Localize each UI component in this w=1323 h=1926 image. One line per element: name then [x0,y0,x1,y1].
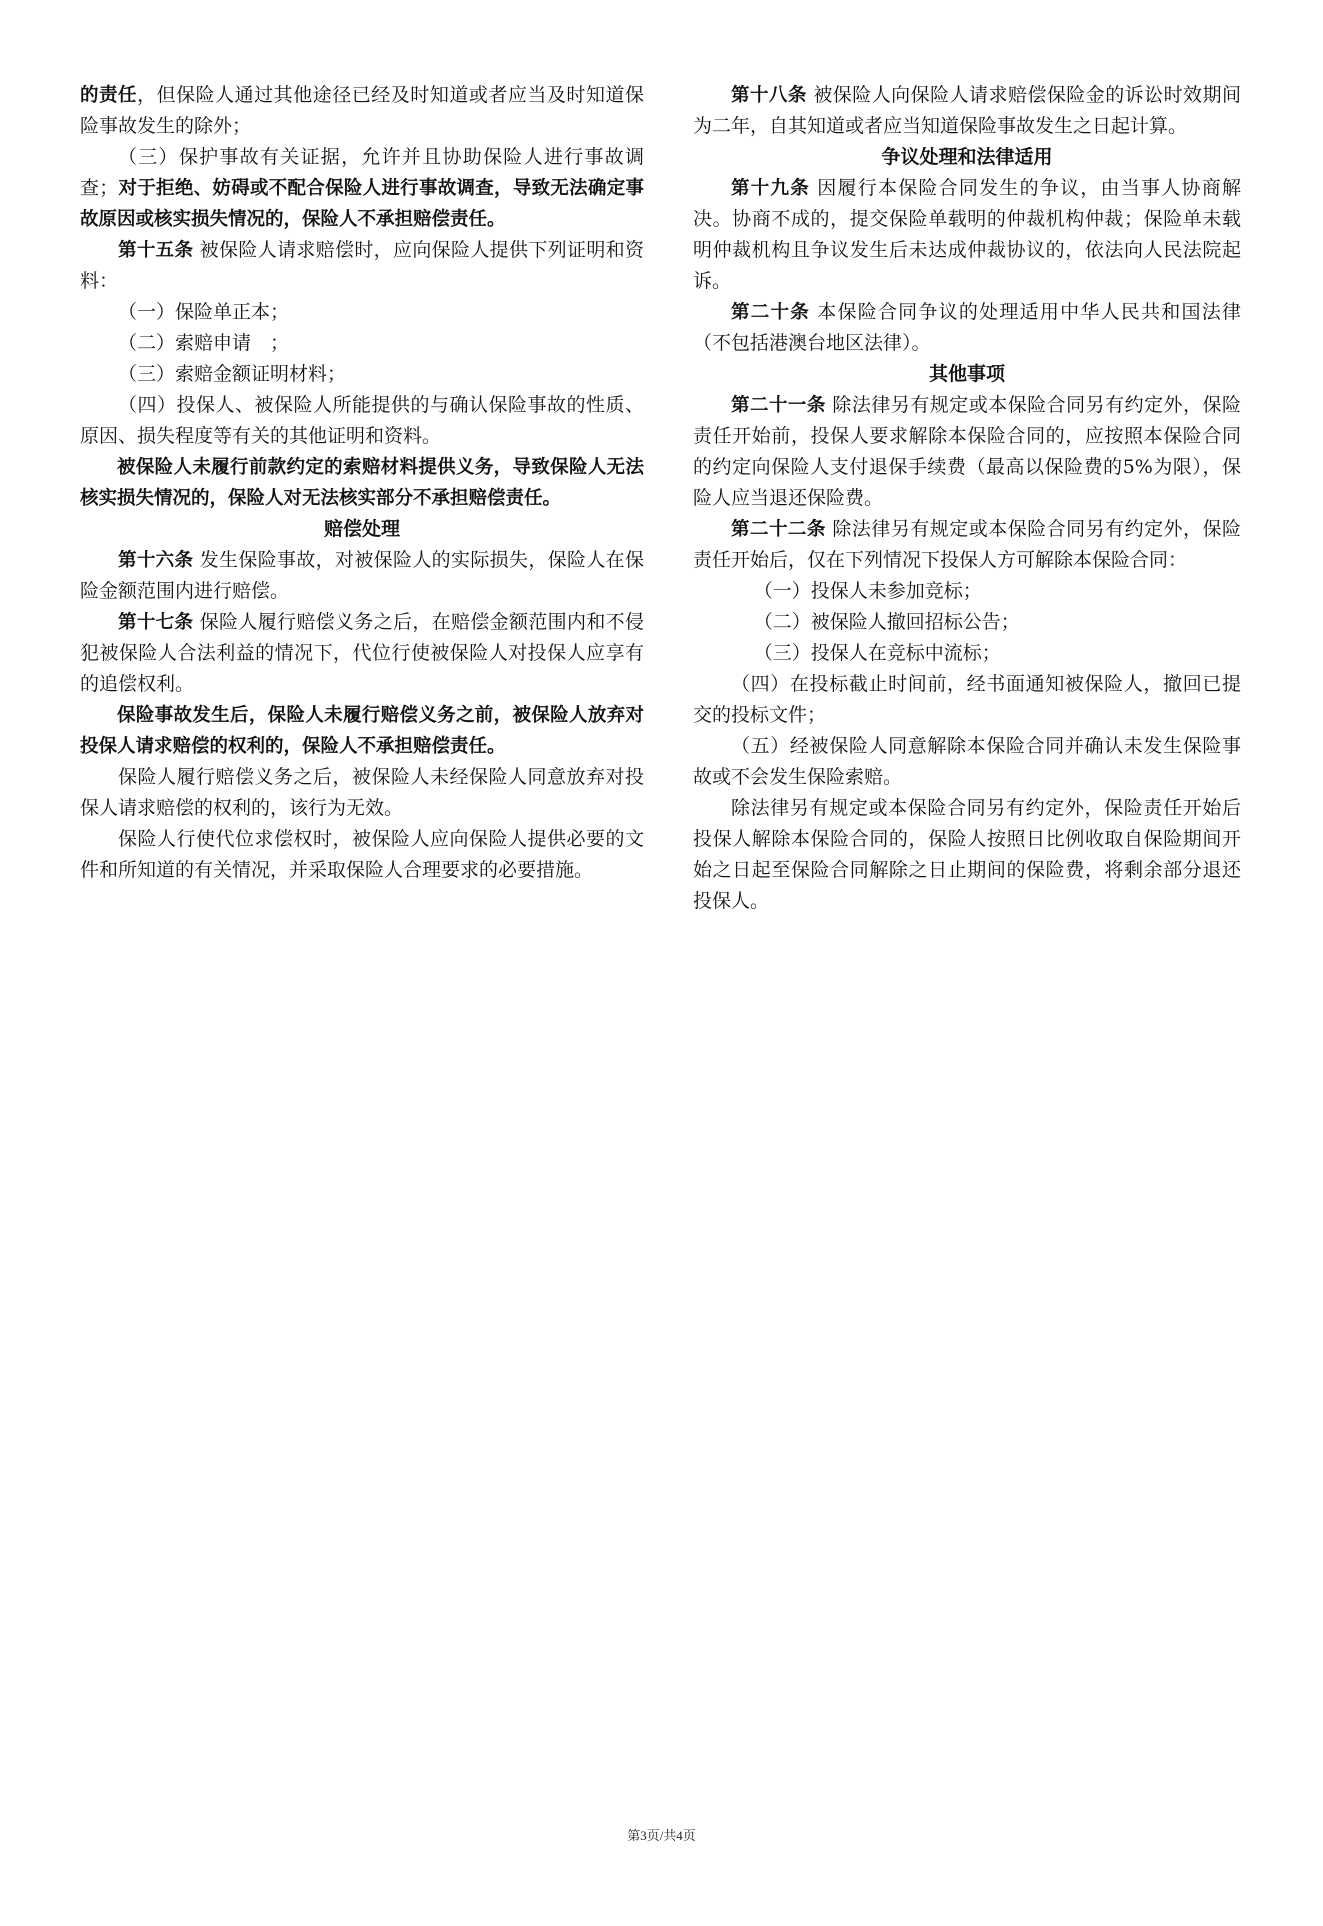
bold-text: 的责任 [80,85,138,106]
paragraph: 保险人履行赔偿义务之后，被保险人未经保险人同意放弃对投保人请求赔偿的权利的，该行为无效。 [80,766,644,819]
paragraph-text: （三）保护事故有关证据，允许并且协助保险人进行事故调查； [80,146,644,199]
article-19 [693,173,1241,297]
article-15 [80,235,644,297]
article-label: 第二十二条 [731,519,826,540]
list-item: （二）被保险人撤回招标公告； [753,611,1020,633]
list-item: （四）投保人、被保险人所能提供的与确认保险事故的性质、原因、损失程度等有关的其他证明和资料。 [80,394,644,447]
article-label: 第二十条 [731,302,810,323]
section-heading: 赔偿处理 [323,518,400,540]
bold-paragraph: 被保险人未履行前款约定的索赔材料提供义务，导致保险人无法核实损失情况的，保险人对无法核实部分不承担赔偿责任。 [80,457,644,509]
article-text: 因履行本保险合同发生的争议，由当事人协商解决。协商不成的，提交保险单载明的仲裁机构仲裁；保险单未载明仲裁机构且争议发生后未达成仲裁协议的，依法向人民法院起诉。 [693,177,1241,292]
article-label: 第十六条 [118,550,194,571]
article-text: 被保险人向保险人请求赔偿保险金的诉讼时效期间为二年，自其知道或者应当知道保险事故发生之日起计算。 [693,84,1241,137]
article-label: 第十五条 [118,240,194,261]
article-label: 第十九条 [731,178,810,199]
article-16 [80,545,644,607]
paragraph [80,80,644,142]
paragraph: 除法律另有规定或本保险合同另有约定外，保险责任开始后投保人解除本保险合同的，保险人按照日比例收取自保险期间开始之日起至保险合同解除之日止期间的保险费，将剩余部分退还投保人。 [693,797,1241,912]
list-item: （三）投保人在竞标中流标； [753,642,1001,664]
article-label: 第二十一条 [731,395,826,416]
article-label: 第十七条 [118,612,194,633]
article-text: 保险人履行赔偿义务之后，在赔偿金额范围内和不侵犯被保险人合法利益的情况下，代位行使被保险人对投保人应享有的追偿权利。 [80,611,644,695]
article-label: 第十八条 [731,85,807,106]
bold-paragraph: 保险事故发生后，保险人未履行赔偿义务之前，被保险人放弃对投保人请求赔偿的权利的，保险人不承担赔偿责任。 [80,705,644,757]
list-item: （二）索赔申请 ； [118,332,290,354]
section-heading: 争议处理和法律适用 [881,146,1053,168]
article-text: 发生保险事故，对被保险人的实际损失，保险人在保险金额范围内进行赔偿。 [80,549,644,602]
list-item: （一）投保人未参加竞标； [753,580,982,602]
article-text: 除法律另有规定或本保险合同另有约定外，保险责任开始后，仅在下列情况下投保人方可解除本保险合同： [693,518,1241,571]
list-item: （五）经被保险人同意解除本保险合同并确认未发生保险事故或不会发生保险索赔。 [693,735,1241,788]
article-18 [693,80,1241,142]
paragraph: 保险人行使代位求偿权时，被保险人应向保险人提供必要的文件和所知道的有关情况，并采取保险人合理要求的必要措施。 [80,828,644,881]
list-item: （三）索赔金额证明材料； [118,363,347,385]
article-text: 除法律另有规定或本保险合同另有约定外，保险责任开始前，投保人要求解除本保险合同的，应按照本保险合同的约定向保险人支付退保手续费（最高以保险费的5%为限），保险人应当退还保险费。 [693,394,1241,509]
right-column [693,80,1241,917]
bold-text: 对于拒绝、妨碍或不配合保险人进行事故调查，导致无法确定事故原因或核实损失情况的，保险人不承担赔偿责任。 [80,178,644,230]
page-number: 第3页/共4页 [627,1828,696,1843]
article-21 [693,390,1241,514]
article-text: 被保险人请求赔偿时，应向保险人提供下列证明和资料： [80,239,644,292]
paragraph [80,142,644,235]
list-item: （一）保险单正本； [118,301,290,323]
paragraph-text: ，但保险人通过其他途径已经及时知道或者应当及时知道保险事故发生的除外； [80,84,644,137]
article-22 [693,514,1241,576]
section-heading: 其他事项 [928,363,1005,385]
article-20 [693,297,1241,359]
article-17 [80,607,644,700]
left-column [80,80,644,886]
article-text: 本保险合同争议的处理适用中华人民共和国法律（不包括港澳台地区法律）。 [693,301,1241,354]
list-item: （四）在投标截止时间前，经书面通知被保险人，撤回已提交的投标文件； [693,673,1241,726]
